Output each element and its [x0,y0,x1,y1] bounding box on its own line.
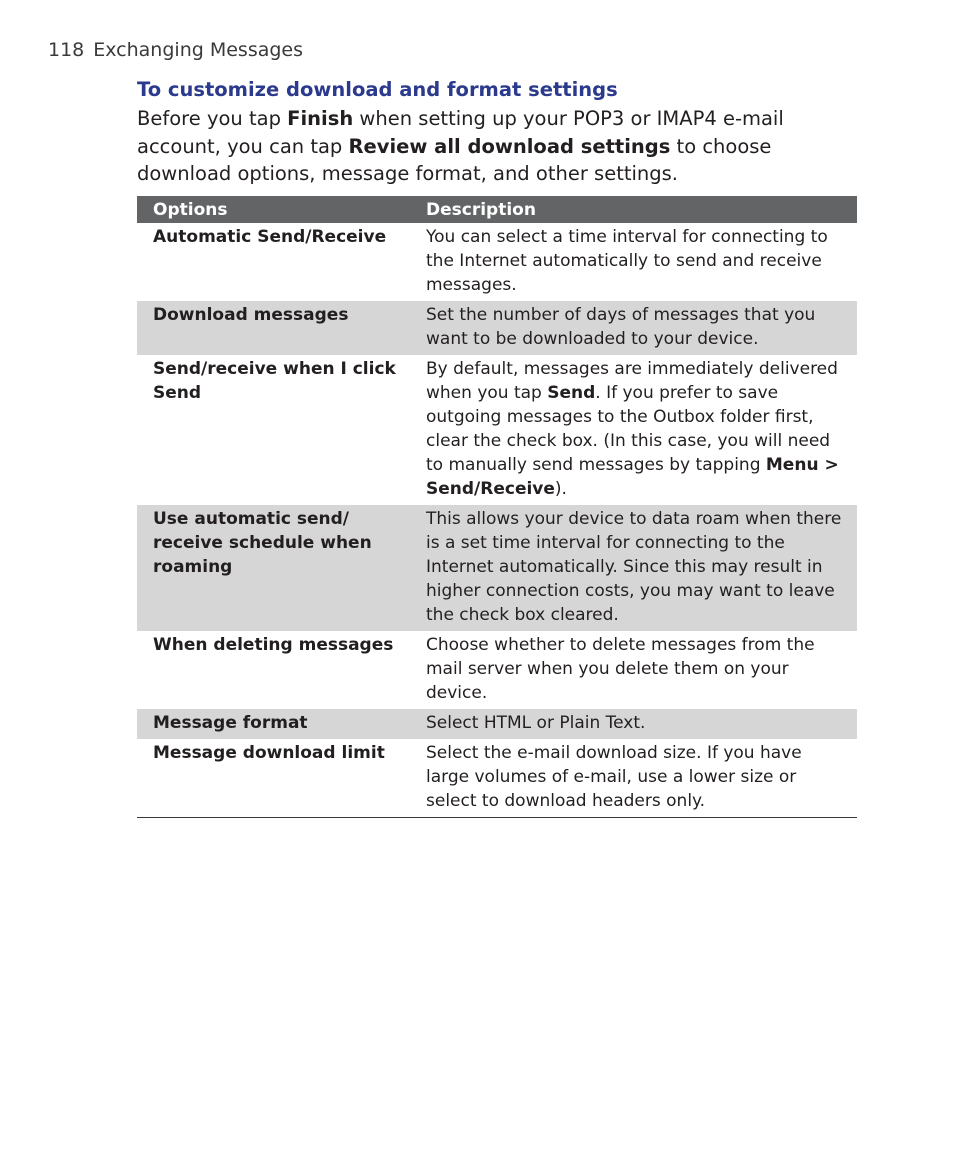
options-column-header: Options [137,196,410,223]
option-description: This allows your device to data roam when there is a set time interval for connecting to the Internet automatically. Since this may result in higher connection costs, you may want to leave the check box cleared. [410,505,857,631]
table-row [137,301,857,355]
table-row [137,505,857,631]
send-term: Send [547,382,596,403]
section-heading: To customize download and format settings [137,78,618,101]
section-title: Exchanging Messages [93,39,304,61]
intro-paragraph: Before you tap Finish when setting up your POP3 or IMAP4 e-mail account, you can tap Review all download settings to choose download options, message format, and other settings. [137,107,784,185]
option-name: Automatic Send/Receive [153,226,387,247]
finish-term: Finish [287,107,354,130]
option-name: Send/receive when I click Send [153,358,396,403]
option-name: When deleting messages [153,634,394,655]
table-row [137,355,857,505]
option-name: Message download limit [153,742,385,763]
review-settings-term: Review all download settings [348,134,671,158]
option-name: Download messages [137,301,410,355]
menu-send-receive-term: Menu > Send/Receive [426,454,839,499]
settings-table [137,196,857,818]
table-row [137,631,857,709]
option-name: Use automatic send/ receive schedule when roaming [137,505,410,631]
page-content [137,76,857,818]
table-row [137,739,857,818]
table-row [137,709,857,739]
table-row [137,223,857,301]
page-number: 118 [48,39,85,61]
option-description: You can select a time interval for connecting to the Internet automatically to send and receive messages. [426,226,828,295]
option-description: Select HTML or Plain Text. [410,709,857,739]
description-column-header: Description [410,196,857,223]
option-description: Set the number of days of messages that you want to be downloaded to your device. [410,301,857,355]
option-name: Message format [137,709,410,739]
option-description: Choose whether to delete messages from the mail server when you delete them on your device. [426,634,815,703]
option-description: Select the e-mail download size. If you have large volumes of e-mail, use a lower size or select to download headers only. [426,742,802,811]
running-header [48,37,303,63]
table-header-row [137,196,857,223]
option-description: By default, messages are immediately delivered when you tap Send. If you prefer to save outgoing messages to the Outbox folder first, clear the check box. (In this case, you will need to manually send messages by tapping Menu > Send/Receive). [426,358,839,499]
